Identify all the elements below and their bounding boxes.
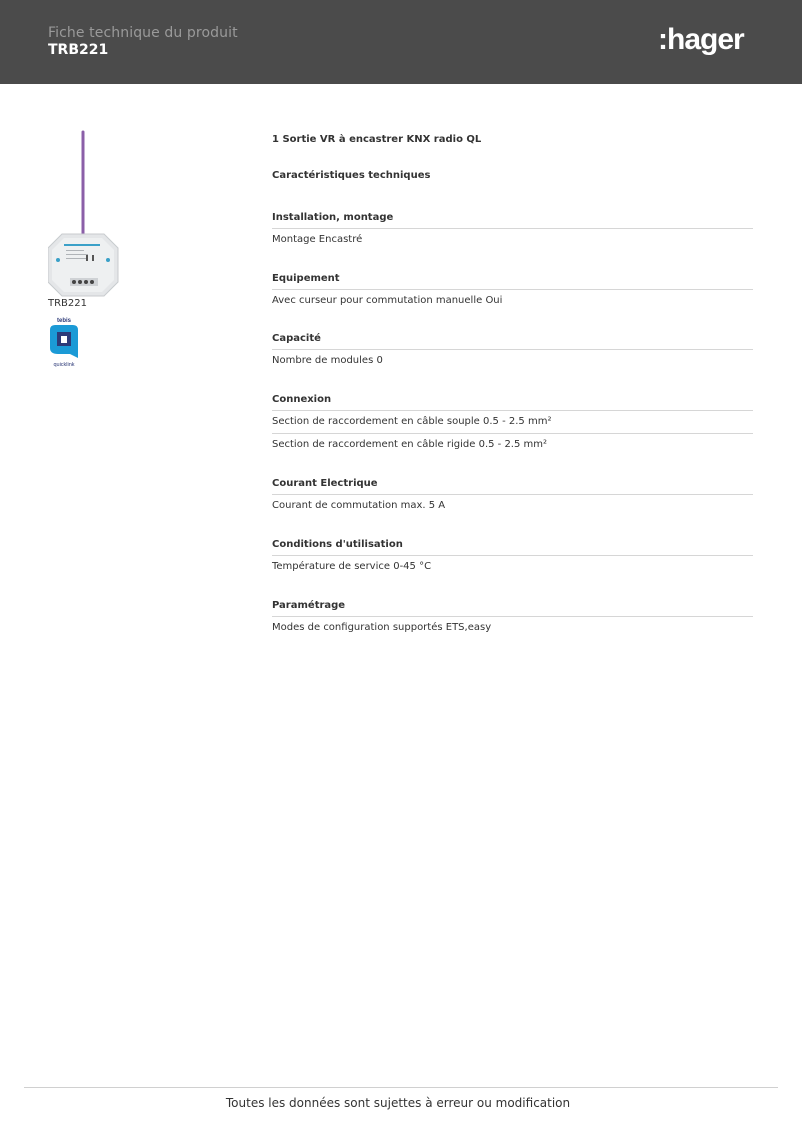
page-header [0, 0, 802, 84]
spec-heading: Caractéristiques techniques [272, 170, 431, 181]
product-caption: TRB221 [48, 298, 88, 309]
product-photo-icon [48, 130, 120, 298]
section-title: Conditions d'utilisation [272, 537, 753, 556]
product-name: 1 Sortie VR à encastrer KNX radio QL [272, 134, 482, 145]
spec-row: Nombre de modules 0 [272, 355, 383, 366]
spec-row: Montage Encastré [272, 234, 363, 245]
spec-row: Température de service 0-45 °C [272, 561, 432, 572]
spec-row: Avec curseur pour commutation manuelle Oui [272, 295, 503, 306]
spec-row: Section de raccordement en câble souple 0.5 - 2.5 mm² [272, 416, 552, 427]
section-title: Equipement [272, 271, 753, 290]
section-conditions-utilisation [272, 537, 753, 578]
section-title: Paramétrage [272, 598, 753, 617]
tebis-quicklink-badge [48, 316, 80, 368]
section-title: Capacité [272, 331, 753, 350]
section-title: Connexion [272, 392, 753, 411]
product-visual-column [48, 130, 198, 298]
tebis-quicklink-logo-icon [48, 316, 80, 368]
section-equipement [272, 271, 753, 312]
spec-row: Courant de commutation max. 5 A [272, 500, 446, 511]
svg-text:tebis: tebis [56, 318, 72, 324]
footer-disclaimer: Toutes les données sont sujettes à erreur ou modification [225, 1096, 571, 1110]
spec-row: Modes de configuration supportés ETS,easy [272, 622, 492, 633]
spec-row: Section de raccordement en câble rigide 0.5 - 2.5 mm² [272, 433, 753, 456]
section-installation [272, 210, 753, 251]
section-title: Installation, montage [272, 210, 753, 229]
section-title: Courant Electrique [272, 476, 753, 495]
section-connexion [272, 392, 753, 456]
section-courant-electrique [272, 476, 753, 517]
header-subtitle: Fiche technique du produit [48, 25, 238, 41]
footer-divider [24, 1087, 778, 1088]
section-parametrage [272, 598, 753, 639]
header-product-code: TRB221 [48, 42, 109, 58]
product-image [48, 130, 120, 298]
svg-text:quicklink: quicklink [53, 362, 75, 368]
hager-logo: :hager [658, 23, 744, 56]
section-capacite [272, 331, 753, 372]
